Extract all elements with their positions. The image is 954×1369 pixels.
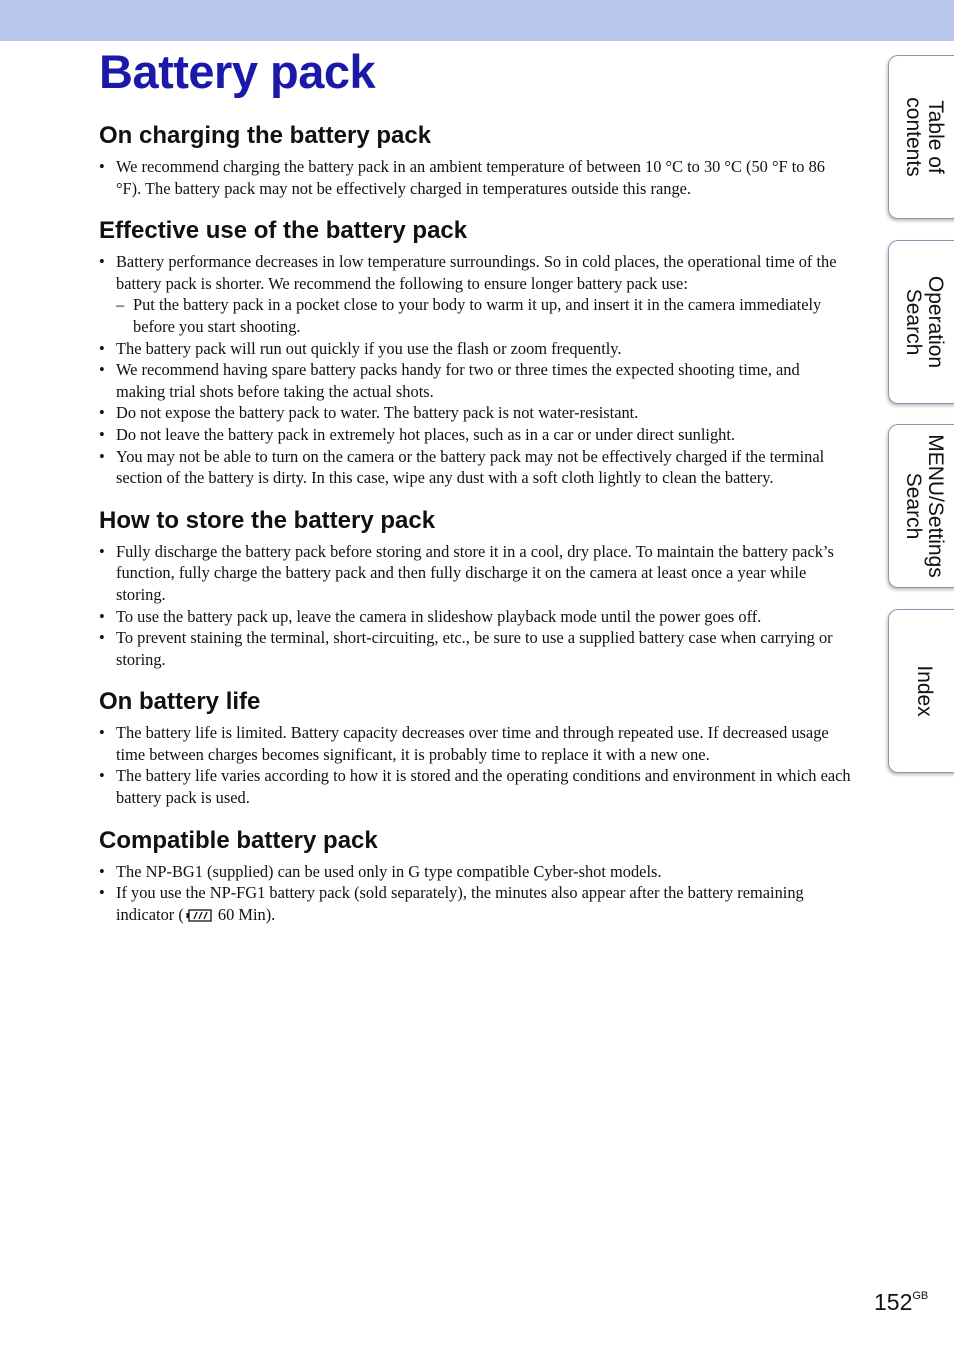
page-title: Battery pack <box>99 45 376 98</box>
top-header-band <box>0 0 954 41</box>
list-item: • Do not expose the battery pack to water. The battery pack is not water-resistant. <box>99 402 851 424</box>
list-item-text: Battery performance decreases in low temperature surroundings. So in cold places, the operational time of the battery pack is shorter. We recommend the following to ensure longer battery pack use: <box>116 252 837 293</box>
section-compatible <box>99 823 851 928</box>
tab-label: Operation Search <box>901 275 947 369</box>
section-heading: Effective use of the battery pack <box>99 217 468 245</box>
list-item: • The battery life is limited. Battery capacity decreases over time and through repeated use. If decreased usage time between charges becomes significant, it is probably time to replace it with a new one. <box>99 722 851 765</box>
bullet-list <box>99 156 851 199</box>
main-content <box>99 118 851 941</box>
list-item: • To use the battery pack up, leave the camera in slideshow playback mode until the power goes off. <box>99 606 851 628</box>
page-number-suffix: GB <box>912 1290 929 1302</box>
list-item: • Fully discharge the battery pack before storing and store it in a cool, dry place. To maintain the battery pack’s function, fully charge the battery pack and then fully discharge it on the camera at least once a year while storing. <box>99 541 851 606</box>
section-heading: Compatible battery pack <box>99 826 378 854</box>
tab-label: Table of contents <box>901 97 947 177</box>
tab-operation-search[interactable] <box>888 240 954 404</box>
list-item: • The NP-BG1 (supplied) can be used only in G type compatible Cyber-shot models. <box>99 861 851 883</box>
section-heading: On battery life <box>99 688 261 716</box>
section-effective-use <box>99 213 851 489</box>
bullet-list <box>99 541 851 671</box>
bullet-list <box>99 722 851 808</box>
list-item-text: 60 Min). <box>213 904 276 924</box>
list-item: • We recommend charging the battery pack in an ambient temperature of between 10 °C to 30 °C (50 °F to 86 °F). The battery pack may not be effectively charged in temperatures outside this range. <box>99 156 851 199</box>
tab-label: MENU/Settings Search <box>901 434 947 578</box>
tab-label: Index <box>912 665 936 717</box>
tab-table-of-contents[interactable] <box>888 55 954 219</box>
tab-menu-settings-search[interactable] <box>888 424 954 588</box>
list-item: • Do not leave the battery pack in extremely hot places, such as in a car or under direct sunlight. <box>99 424 851 446</box>
tab-index[interactable] <box>888 609 954 773</box>
list-item: • The battery life varies according to how it is stored and the operating conditions and environment in which each battery pack is used. <box>99 765 851 808</box>
page-number-value: 152 <box>874 1289 913 1315</box>
section-storage <box>99 503 851 671</box>
list-item <box>99 251 851 337</box>
list-item-text: If you use the NP-FG1 battery pack (sold separately), the minutes also appear after the battery remaining indicator ( <box>116 883 804 924</box>
section-charging <box>99 118 851 199</box>
battery-indicator-icon <box>186 906 212 928</box>
section-heading: How to store the battery pack <box>99 506 436 534</box>
section-heading: On charging the battery pack <box>99 122 432 149</box>
list-item: • To prevent staining the terminal, short-circuiting, etc., be sure to use a supplied battery case when carrying or storing. <box>99 627 851 670</box>
sub-list-item: – Put the battery pack in a pocket close to your body to warm it up, and insert it in the camera immediately before you start shooting. <box>116 294 851 337</box>
page-number <box>874 1289 928 1316</box>
list-item: • We recommend having spare battery packs handy for two or three times the expected shooting time, and making trial shots before taking the actual shots. <box>99 359 851 402</box>
section-battery-life <box>99 684 851 808</box>
bullet-list <box>99 251 851 489</box>
list-item: • The battery pack will run out quickly if you use the flash or zoom frequently. <box>99 338 851 360</box>
list-item <box>99 882 851 927</box>
bullet-list <box>99 861 851 928</box>
list-item: • You may not be able to turn on the camera or the battery pack may not be effectively charged if the terminal section of the battery is dirty. In this case, wipe any dust with a soft cloth lightly to clean the battery. <box>99 446 851 489</box>
sub-list <box>116 294 851 337</box>
